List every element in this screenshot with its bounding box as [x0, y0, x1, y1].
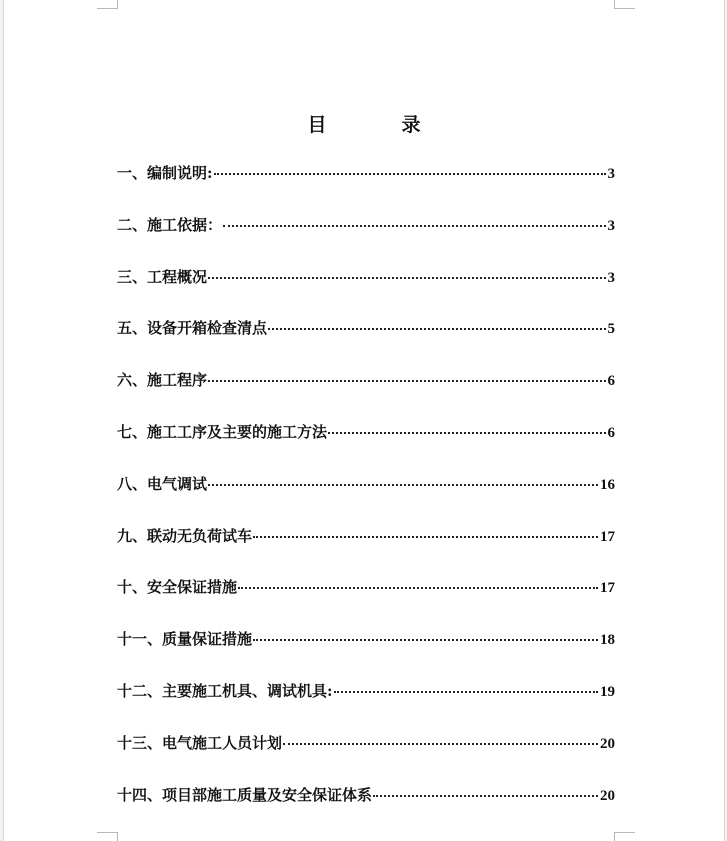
toc-dot-leader [334, 691, 598, 693]
toc-dot-leader [268, 328, 605, 330]
toc-entry-label: 十四、项目部施工质量及安全保证体系 [117, 785, 373, 804]
toc-entry-label: 六、施工程序 [117, 371, 208, 390]
toc-page-number: 19 [600, 683, 615, 700]
toc-page-number: 17 [600, 580, 615, 597]
toc-entry[interactable] [117, 473, 615, 525]
toc-page-number: 3 [607, 269, 615, 286]
toc-entry-label: 十三、电气施工人员计划 [117, 733, 283, 752]
toc-title: 目 录 [307, 114, 449, 136]
toc-list [117, 162, 615, 835]
toc-page-number: 6 [607, 373, 615, 390]
toc-dot-leader [214, 173, 606, 175]
toc-dot-leader [373, 795, 598, 797]
toc-entry-label: 十、安全保证措施 [117, 578, 238, 597]
toc-entry-label: 七、施工工序及主要的施工方法 [117, 422, 328, 441]
toc-page-number: 3 [607, 166, 615, 182]
toc-entry-label: 一、编制说明: [117, 164, 213, 182]
toc-entry-label: 五、设备开箱检查清点 [117, 319, 268, 338]
toc-entry[interactable] [117, 162, 615, 214]
toc-dot-leader [328, 432, 605, 434]
document-page [3, 0, 725, 841]
toc-entry-label: 八、电气调试 [117, 474, 208, 493]
toc-entry-label: 二、施工依据： [117, 215, 223, 234]
crop-mark-top-left [97, 0, 118, 9]
toc-dot-leader [223, 225, 605, 227]
toc-entry[interactable] [117, 317, 615, 369]
toc-entry[interactable] [117, 266, 615, 318]
toc-page-number: 18 [600, 632, 615, 649]
toc-entry[interactable] [117, 784, 615, 836]
toc-page-number: 16 [600, 476, 615, 493]
toc-entry[interactable] [117, 525, 615, 577]
toc-entry[interactable] [117, 369, 615, 421]
toc-entry[interactable] [117, 628, 615, 680]
toc-dot-leader [238, 587, 598, 589]
toc-dot-leader [208, 484, 598, 486]
toc-entry[interactable] [117, 732, 615, 784]
toc-entry-label: 十一、质量保证措施 [117, 630, 253, 649]
toc-page-number: 6 [607, 424, 615, 441]
crop-mark-top-right [614, 0, 635, 9]
toc-entry[interactable] [117, 680, 615, 732]
toc-dot-leader [208, 277, 605, 279]
toc-entry[interactable] [117, 576, 615, 628]
crop-mark-bottom-right [614, 832, 635, 841]
toc-entry-label: 九、联动无负荷试车 [117, 526, 253, 545]
toc-dot-leader [283, 743, 598, 745]
toc-page-number: 5 [607, 321, 615, 338]
toc-entry[interactable] [117, 214, 615, 266]
toc-entry[interactable] [117, 421, 615, 473]
toc-dot-leader [208, 380, 605, 382]
toc-dot-leader [253, 536, 598, 538]
toc-page-number: 17 [600, 528, 615, 545]
toc-page-number: 20 [600, 735, 615, 752]
toc-page-number: 20 [600, 787, 615, 804]
toc-entry-label: 三、工程概况 [117, 267, 208, 286]
crop-mark-bottom-left [97, 832, 118, 841]
toc-entry-label: 十二、主要施工机具、调试机具: [117, 681, 333, 700]
toc-dot-leader [253, 639, 598, 641]
toc-page-number: 3 [607, 217, 615, 234]
